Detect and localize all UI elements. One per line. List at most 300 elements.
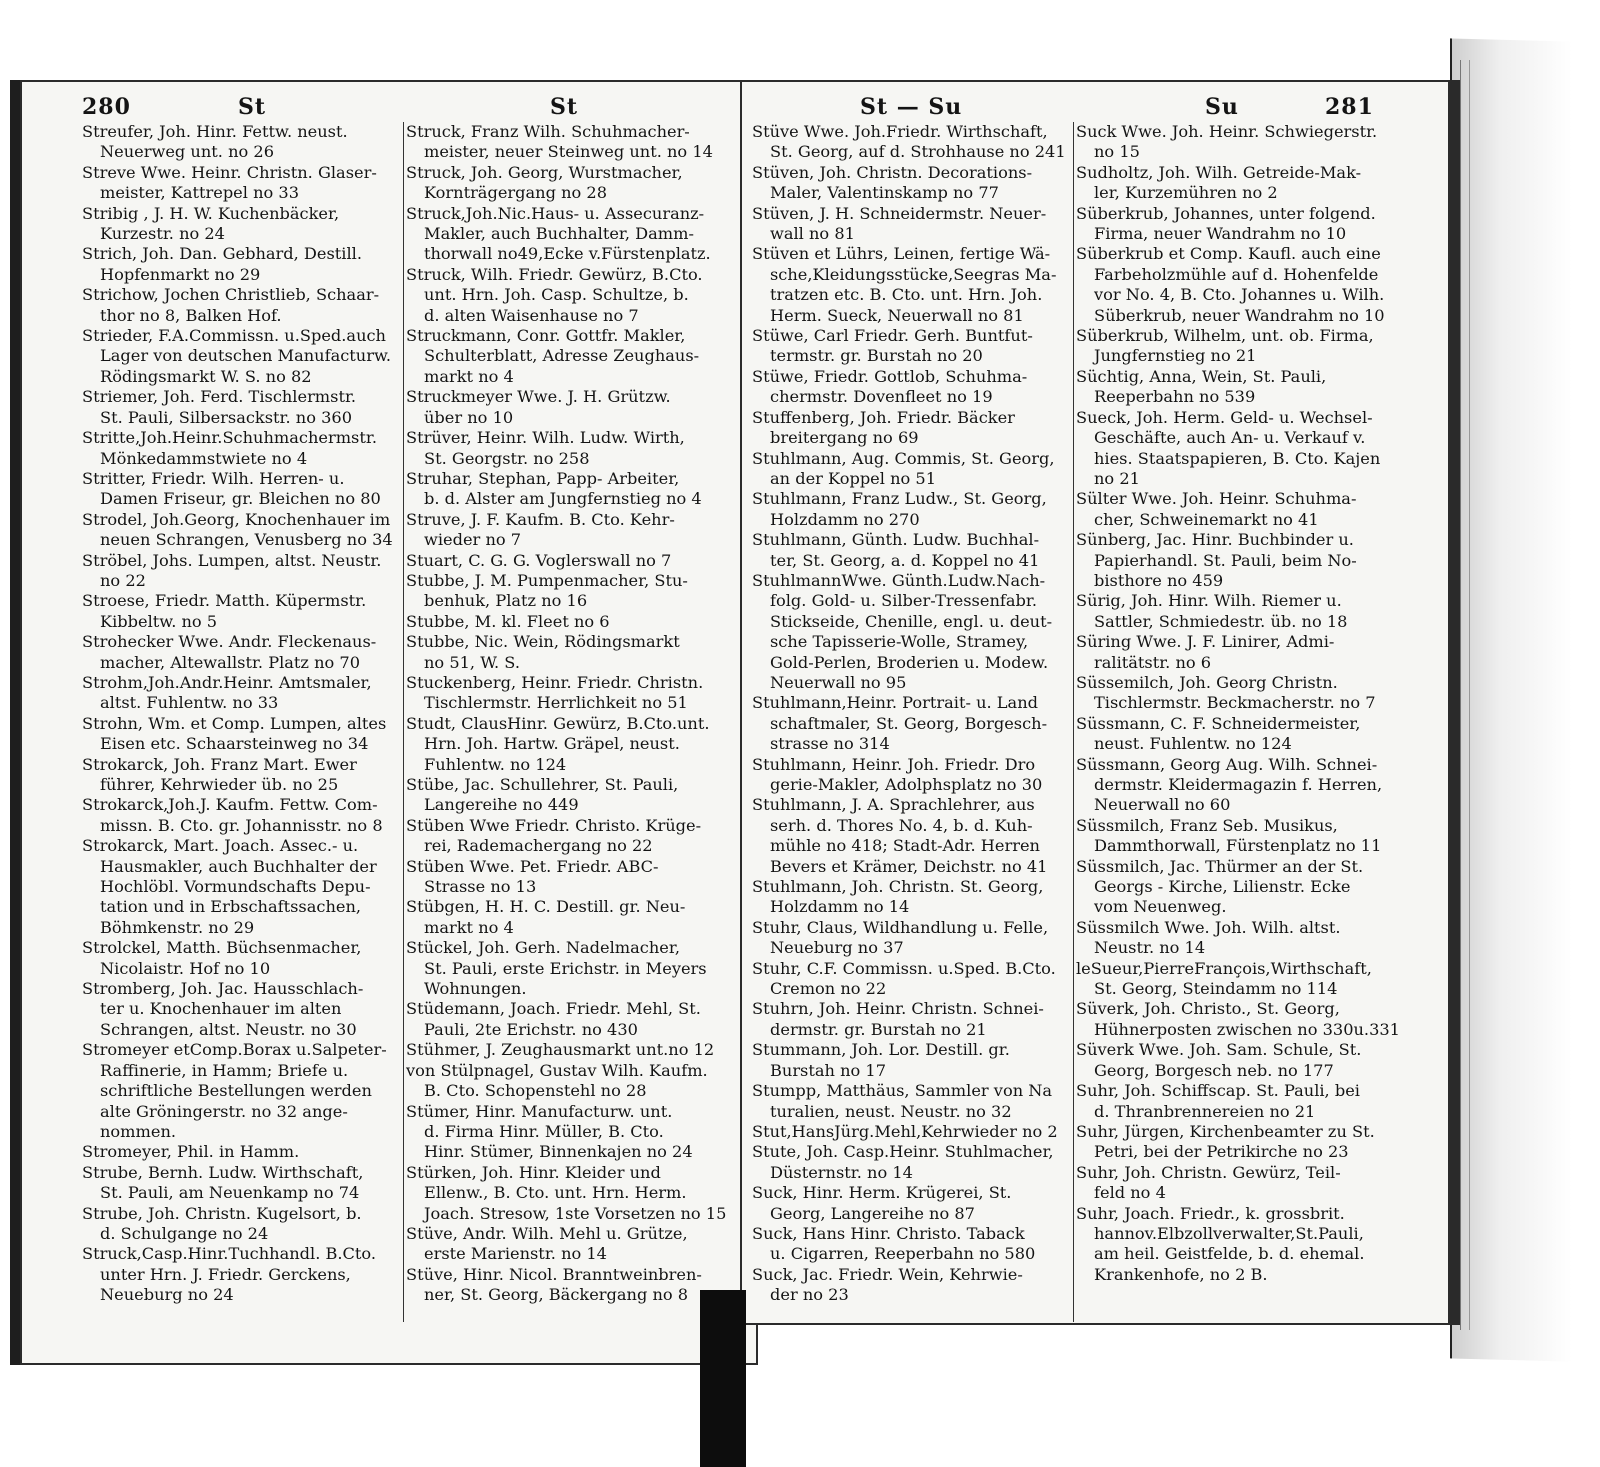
entry-name-line: Süberkrub, Wilhelm, unt. ob. Firma, <box>1076 326 1374 346</box>
directory-entry <box>406 387 728 428</box>
directory-entry <box>82 673 400 714</box>
entry-continuation-line: Petri, bei der Petrikirche no 23 <box>1094 1142 1349 1162</box>
entry-name-line: Suhr, Jürgen, Kirchenbeamter zu St. <box>1076 1121 1375 1141</box>
left-page <box>10 80 758 1365</box>
entry-name-line: Struck, Wilh. Friedr. Gewürz, B.Cto. <box>406 264 703 284</box>
entry-continuation-line: tratzen etc. B. Cto. unt. Hrn. Joh. <box>770 285 1043 305</box>
directory-entry <box>82 836 400 938</box>
entry-continuation-line: Hrn. Joh. Hartw. Gräpel, neust. <box>424 734 680 754</box>
entry-name-line: Stüve, Andr. Wilh. Mehl u. Grütze, <box>406 1223 688 1243</box>
entry-continuation-line: Neueburg no 24 <box>100 1285 234 1305</box>
entry-continuation-line: Dammthorwall, Fürstenplatz no 11 <box>1094 836 1382 856</box>
directory-entry <box>1076 122 1416 163</box>
directory-entry <box>1076 204 1416 245</box>
entry-continuation-line: Holzdamm no 270 <box>770 509 920 529</box>
entry-continuation-line: hannov.Elbzollverwalter,St.Pauli, <box>1094 1223 1364 1243</box>
entry-continuation-line: bisthore no 459 <box>1094 570 1224 590</box>
entry-continuation-line: führer, Kehrwieder üb. no 25 <box>100 775 339 794</box>
entry-continuation-line: Stickseide, Chenille, engl. u. deut- <box>770 611 1053 631</box>
entry-name-line: Stuhrn, Joh. Heinr. Christn. Schnei- <box>752 999 1044 1019</box>
entry-continuation-line: neuen Schrangen, Venusberg no 34 <box>100 530 393 550</box>
entry-continuation-line: ler, Kurzemühren no 2 <box>1094 183 1278 203</box>
entry-continuation-line: Tischlermstr. Beckmacherstr. no 7 <box>1094 693 1376 713</box>
entry-continuation-line: no 22 <box>100 570 146 590</box>
directory-entry <box>406 612 728 632</box>
entry-name-line: Struve, J. F. Kaufm. B. Cto. Kehr- <box>406 509 675 529</box>
entry-name-line: Strokarck, Joh. Franz Mart. Ewer <box>82 754 357 774</box>
entry-continuation-line: Jungfernstieg no 21 <box>1094 346 1257 366</box>
entry-name-line: Strodel, Joh.Georg, Knochenhauer im <box>82 509 391 529</box>
entry-continuation-line: St. Georg, Steindamm no 114 <box>1094 979 1338 999</box>
directory-entry <box>752 795 1072 877</box>
entry-continuation-line: vom Neuenweg. <box>1094 897 1227 917</box>
entry-continuation-line: Joach. Stresow, 1ste Vorsetzen no 15 <box>424 1203 727 1223</box>
directory-entry <box>406 775 728 816</box>
entry-name-line: Stüwe, Carl Friedr. Gerh. Buntfut- <box>752 326 1033 346</box>
directory-entry <box>752 877 1072 918</box>
running-head: St <box>238 94 267 120</box>
entry-continuation-line: Maler, Valentinskamp no 77 <box>770 183 999 203</box>
entry-name-line: Stuhlmann, Heinr. Joh. Friedr. Dro <box>752 754 1036 774</box>
directory-entry <box>752 1081 1072 1122</box>
entry-continuation-line: sche,Kleidungsstücke,Seegras Ma- <box>770 264 1057 284</box>
entry-continuation-line: schriftliche Bestellungen werden <box>100 1081 372 1101</box>
entry-continuation-line: sche Tapisserie-Wolle, Stramey, <box>770 632 1029 652</box>
entry-continuation-line: Neueburg no 37 <box>770 938 904 958</box>
directory-entry <box>406 1102 728 1163</box>
entry-name-line: Sürig, Joh. Hinr. Wilh. Riemer u. <box>1076 591 1342 611</box>
entry-continuation-line: Tischlermstr. Herrlichkeit no 51 <box>424 693 688 713</box>
entry-name-line: Stritte,Joh.Heinr.Schuhmachermstr. <box>82 428 377 448</box>
directory-entry <box>752 1142 1072 1183</box>
entry-name-line: Strolckel, Matth. Büchsenmacher, <box>82 938 362 958</box>
directory-entry <box>752 571 1072 693</box>
directory-entry <box>752 489 1072 530</box>
entry-name-line: Stüben Wwe Friedr. Christo. Krüge- <box>406 815 702 835</box>
directory-entry <box>752 755 1072 796</box>
directory-entry <box>406 163 728 204</box>
directory-entry <box>752 408 1072 449</box>
entry-continuation-line: ner, St. Georg, Bäckergang no 8 <box>424 1285 689 1305</box>
entry-continuation-line: St. Pauli, am Neuenkamp no 74 <box>100 1183 360 1203</box>
entry-name-line: Struck,Casp.Hinr.Tuchhandl. B.Cto. <box>82 1244 377 1264</box>
entry-name-line: Strieder, F.A.Commissn. u.Sped.auch <box>82 326 386 346</box>
directory-entry <box>752 1122 1072 1142</box>
entry-continuation-line: feld no 4 <box>1094 1183 1166 1203</box>
entry-continuation-line: Farbeholzmühle auf d. Hohenfelde <box>1094 264 1379 284</box>
entry-name-line: Struckmann, Conr. Gottfr. Makler, <box>406 326 686 346</box>
column-divider <box>1073 122 1074 1322</box>
entry-continuation-line: Kurzestr. no 24 <box>100 224 225 244</box>
entry-continuation-line: B. Cto. Schopenstehl no 28 <box>424 1081 647 1101</box>
running-head: St — Su <box>860 94 963 120</box>
directory-entry <box>82 428 400 469</box>
entry-continuation-line: Reeperbahn no 539 <box>1094 387 1256 407</box>
directory-entry <box>1076 632 1416 673</box>
entry-name-line: Süberkrub et Comp. Kaufl. auch eine <box>1076 244 1381 264</box>
entry-continuation-line: Ellenw., B. Cto. unt. Hrn. Herm. <box>424 1183 687 1203</box>
entry-continuation-line: Neuerwall no 95 <box>770 672 907 692</box>
directory-entry <box>1076 326 1416 367</box>
entry-name-line: Süring Wwe. J. F. Linirer, Admi- <box>1076 632 1335 652</box>
directory-entry <box>406 265 728 326</box>
entry-continuation-line: meister, neuer Steinweg unt. no 14 <box>424 142 713 162</box>
directory-entry <box>752 999 1072 1040</box>
directory-entry <box>1076 244 1416 326</box>
entry-name-line: Stubbe, M. kl. Fleet no 6 <box>406 611 610 631</box>
entry-continuation-line: Wohnungen. <box>424 979 527 999</box>
entry-continuation-line: ter u. Knochenhauer im alten <box>100 999 342 1019</box>
entry-name-line: Stüven et Lührs, Leinen, fertige Wä- <box>752 244 1051 264</box>
entry-continuation-line: turalien, neust. Neustr. no 32 <box>770 1101 1012 1121</box>
entry-name-line: Suck, Jac. Friedr. Wein, Kehrwie- <box>752 1264 1023 1284</box>
entry-continuation-line: rei, Rademachergang no 22 <box>424 836 653 856</box>
directory-entry <box>406 1224 728 1265</box>
column-divider <box>403 122 404 1322</box>
directory-entry <box>82 1163 400 1204</box>
entry-continuation-line: der no 23 <box>770 1285 849 1305</box>
entry-name-line: Sudholtz, Joh. Wilh. Getreide-Mak- <box>1076 162 1362 182</box>
directory-entry <box>82 326 400 387</box>
directory-entry <box>406 1163 728 1224</box>
directory-entry <box>1076 714 1416 755</box>
entry-continuation-line: hies. Staatspapieren, B. Cto. Kajen <box>1094 448 1381 468</box>
directory-entry <box>406 1061 728 1102</box>
directory-entry <box>406 551 728 571</box>
directory-entry <box>82 714 400 755</box>
entry-name-line: Stürken, Joh. Hinr. Kleider und <box>406 1162 661 1182</box>
entry-name-line: Stumpp, Matthäus, Sammler von Na <box>752 1081 1053 1101</box>
directory-entry <box>752 1224 1072 1265</box>
entry-name-line: Strich, Joh. Dan. Gebhard, Destill. <box>82 244 362 264</box>
entry-continuation-line: altst. Fuhlentw. no 33 <box>100 693 279 713</box>
directory-entry <box>752 163 1072 204</box>
entry-name-line: Suck, Hans Hinr. Christo. Taback <box>752 1223 1025 1243</box>
entry-name-line: Stüwe, Friedr. Gottlob, Schuhma- <box>752 366 1028 386</box>
entry-name-line: Stüve Wwe. Joh.Friedr. Wirthschaft, <box>752 122 1048 141</box>
entry-name-line: Ströbel, Johs. Lumpen, altst. Neustr. <box>82 550 382 570</box>
entry-name-line: Stuhlmann, J. A. Sprachlehrer, aus <box>752 795 1035 815</box>
entry-name-line: Süverk Wwe. Joh. Sam. Schule, St. <box>1076 1040 1362 1060</box>
directory-entry <box>752 122 1072 163</box>
entry-continuation-line: nommen. <box>100 1121 177 1141</box>
directory-entry <box>752 367 1072 408</box>
entry-name-line: Strohn, Wm. et Comp. Lumpen, altes <box>82 713 387 733</box>
right-page <box>740 80 1460 1325</box>
entry-continuation-line: Schulterblatt, Adresse Zeughaus- <box>424 346 700 366</box>
entry-continuation-line: termstr. gr. Burstah no 20 <box>770 346 983 366</box>
directory-entry <box>1076 591 1416 632</box>
entry-continuation-line: Holzdamm no 14 <box>770 897 910 917</box>
entry-continuation-line: Strasse no 13 <box>424 877 537 897</box>
entry-continuation-line: St. Georg, auf d. Strohhause no 241 <box>770 142 1066 162</box>
directory-entry <box>752 1265 1072 1306</box>
entry-continuation-line: Fuhlentw. no 124 <box>424 754 567 774</box>
directory-entry <box>1076 857 1416 918</box>
entry-continuation-line: St. Pauli, erste Erichstr. in Meyers <box>424 958 707 978</box>
entry-name-line: Stuhlmann, Aug. Commis, St. Georg, <box>752 448 1055 468</box>
directory-entry <box>1076 1163 1416 1204</box>
directory-entry <box>82 551 400 592</box>
directory-entry <box>406 428 728 469</box>
entry-continuation-line: thorwall no49,Ecke v.Fürstenplatz. <box>424 244 711 264</box>
directory-entry <box>406 938 728 999</box>
directory-entry <box>82 1040 400 1142</box>
entry-continuation-line: chermstr. Dovenfleet no 19 <box>770 387 993 407</box>
entry-name-line: Striemer, Joh. Ferd. Tischlermstr. <box>82 387 357 407</box>
entry-continuation-line: Mönkedammstwiete no 4 <box>100 448 308 468</box>
directory-entry <box>1076 673 1416 714</box>
entry-continuation-line: St. Pauli, Silbersackstr. no 360 <box>100 407 353 427</box>
directory-entry <box>1076 163 1416 204</box>
directory-entry <box>1076 755 1416 816</box>
entry-continuation-line: no 15 <box>1094 142 1140 162</box>
directory-entry <box>406 857 728 898</box>
directory-entry <box>82 204 400 245</box>
entry-continuation-line: Makler, auch Buchhalter, Damm- <box>424 224 694 244</box>
directory-entry <box>82 591 400 632</box>
directory-entry <box>406 510 728 551</box>
directory-entry <box>82 469 400 510</box>
directory-entry <box>1076 530 1416 591</box>
entry-name-line: Stute, Joh. Casp.Heinr. Stuhlmacher, <box>752 1142 1054 1162</box>
entry-continuation-line: wieder no 7 <box>424 530 522 550</box>
directory-entry <box>406 204 728 265</box>
entry-name-line: Struhar, Stephan, Papp- Arbeiter, <box>406 468 680 488</box>
running-head: Su <box>1205 94 1239 120</box>
entry-continuation-line: markt no 4 <box>424 917 514 937</box>
entry-name-line: Stummann, Joh. Lor. Destill. gr. <box>752 1040 1010 1060</box>
directory-entry <box>752 1183 1072 1224</box>
entry-name-line: Stritter, Friedr. Wilh. Herren- u. <box>82 468 345 488</box>
entry-name-line: Stut,HansJürg.Mehl,Kehrwieder no 2 <box>752 1121 1058 1141</box>
entry-continuation-line: Neuerwall no 60 <box>1094 795 1231 815</box>
directory-entry <box>82 1244 400 1305</box>
entry-name-line: Stuhlmann,Heinr. Portrait- u. Land <box>752 693 1038 713</box>
entry-continuation-line: Neustr. no 14 <box>1094 938 1206 958</box>
entry-continuation-line: Hausmakler, auch Buchhalter der <box>100 856 377 876</box>
entry-name-line: Süverk, Joh. Christo., St. Georg, <box>1076 999 1340 1019</box>
directory-entry <box>1076 1081 1416 1122</box>
entry-continuation-line: Raffinerie, in Hamm; Briefe u. <box>100 1060 349 1080</box>
entry-continuation-line: Georgs - Kirche, Lilienstr. Ecke <box>1094 877 1351 897</box>
directory-entry <box>1076 367 1416 408</box>
entry-name-line: Stribig , J. H. W. Kuchenbäcker, <box>82 203 340 223</box>
entry-continuation-line: breitergang no 69 <box>770 428 919 448</box>
book-spine-gap <box>700 1290 746 1467</box>
directory-entry <box>752 449 1072 490</box>
entry-continuation-line: Süberkrub, neuer Wandrahm no 10 <box>1094 305 1385 325</box>
directory-entry <box>406 714 728 775</box>
directory-entry <box>752 244 1072 326</box>
directory-entry <box>82 387 400 428</box>
entry-name-line: Suck, Hinr. Herm. Krügerei, St. <box>752 1183 1012 1203</box>
entry-continuation-line: Damen Friseur, gr. Bleichen no 80 <box>100 489 381 509</box>
directory-entry <box>1076 816 1416 857</box>
left-column <box>752 122 1072 1306</box>
entry-name-line: leSueur,PierreFrançois,Wirthschaft, <box>1076 958 1372 978</box>
directory-entry <box>752 1040 1072 1081</box>
directory-entry <box>82 163 400 204</box>
entry-name-line: Strokarck,Joh.J. Kaufm. Fettw. Com- <box>82 795 378 815</box>
entry-continuation-line: thor no 8, Balken Hof. <box>100 305 282 325</box>
entry-continuation-line: Neuerweg unt. no 26 <box>100 142 274 162</box>
entry-name-line: Stühmer, J. Zeughausmarkt unt.no 12 <box>406 1040 715 1060</box>
entry-name-line: Süssemilch, Joh. Georg Christn. <box>1076 672 1338 692</box>
entry-name-line: Sueck, Joh. Herm. Geld- u. Wechsel- <box>1076 407 1373 427</box>
directory-entry <box>406 469 728 510</box>
entry-name-line: Struckmeyer Wwe. J. H. Grützw. <box>406 387 671 407</box>
directory-entry <box>82 795 400 836</box>
entry-name-line: Stüven, J. H. Schneidermstr. Neuer- <box>752 203 1047 223</box>
entry-continuation-line: Hochlöbl. Vormundschafts Depu- <box>100 877 371 897</box>
directory-entry <box>406 1040 728 1060</box>
entry-name-line: Suhr, Joh. Christn. Gewürz, Teil- <box>1076 1162 1341 1182</box>
entry-continuation-line: tation und in Erbschaftssachen, <box>100 897 362 917</box>
entry-name-line: Stuckenberg, Heinr. Friedr. Christn. <box>406 672 704 692</box>
entry-continuation-line: Kornträgergang no 28 <box>424 183 608 203</box>
entry-name-line: Stüdemann, Joach. Friedr. Mehl, St. <box>406 999 701 1019</box>
directory-entry <box>406 897 728 938</box>
entry-name-line: Suck Wwe. Joh. Heinr. Schwiegerstr. <box>1076 122 1378 141</box>
entry-continuation-line: d. alten Waisenhause no 7 <box>424 305 639 325</box>
entry-name-line: Stromberg, Joh. Jac. Hausschlach- <box>82 979 364 999</box>
entry-continuation-line: macher, Altewallstr. Platz no 70 <box>100 652 361 672</box>
entry-name-line: Stuart, C. G. G. Voglerswall no 7 <box>406 550 672 570</box>
entry-continuation-line: Hopfenmarkt no 29 <box>100 264 261 284</box>
entry-name-line: Stromeyer etComp.Borax u.Salpeter- <box>82 1040 387 1060</box>
directory-entry <box>82 510 400 551</box>
entry-continuation-line: Böhmkenstr. no 29 <box>100 917 255 937</box>
entry-name-line: Studt, ClausHinr. Gewürz, B.Cto.unt. <box>406 713 710 733</box>
entry-name-line: Stümer, Hinr. Manufacturw. unt. <box>406 1101 673 1121</box>
entry-name-line: Struck,Joh.Nic.Haus- u. Assecuranz- <box>406 203 705 223</box>
entry-name-line: Struck, Franz Wilh. Schuhmacher- <box>406 122 690 141</box>
entry-name-line: Stuhlmann, Joh. Christn. St. Georg, <box>752 877 1044 897</box>
entry-name-line: Strube, Bernh. Ludw. Wirthschaft, <box>82 1162 364 1182</box>
entry-name-line: Stüben Wwe. Pet. Friedr. ABC- <box>406 856 659 876</box>
page-number: 281 <box>1325 94 1374 120</box>
directory-entry <box>752 326 1072 367</box>
directory-entry <box>82 632 400 673</box>
directory-entry <box>406 632 728 673</box>
directory-entry <box>406 1265 728 1306</box>
entry-name-line: Stübgen, H. H. C. Destill. gr. Neu- <box>406 897 686 917</box>
page-edge-lines <box>1460 60 1470 1330</box>
entry-continuation-line: meister, Kattrepel no 33 <box>100 183 299 203</box>
directory-entry <box>1076 1040 1416 1081</box>
entry-name-line: Strube, Joh. Christn. Kugelsort, b. <box>82 1203 362 1223</box>
directory-entry <box>406 122 728 163</box>
right-column <box>406 122 728 1306</box>
entry-continuation-line: am heil. Geistfelde, b. d. ehemal. <box>1094 1244 1365 1264</box>
entry-continuation-line: Langereihe no 449 <box>424 795 579 815</box>
entry-continuation-line: d. Schulgange no 24 <box>100 1223 269 1243</box>
directory-entry <box>82 755 400 796</box>
entry-name-line: Suhr, Joach. Friedr., k. grossbrit. <box>1076 1203 1345 1223</box>
directory-entry <box>752 204 1072 245</box>
directory-entry <box>1076 1204 1416 1286</box>
directory-entry <box>752 959 1072 1000</box>
entry-name-line: Sünberg, Jac. Hinr. Buchbinder u. <box>1076 530 1354 550</box>
entry-name-line: Stuhlmann, Franz Ludw., St. Georg, <box>752 489 1047 509</box>
entry-name-line: Stromeyer, Phil. in Hamm. <box>82 1142 300 1162</box>
entry-name-line: Stückel, Joh. Gerh. Nadelmacher, <box>406 938 680 958</box>
entry-continuation-line: Cremon no 22 <box>770 979 887 999</box>
directory-entry <box>82 122 400 163</box>
directory-entry <box>1076 959 1416 1000</box>
directory-entry <box>406 571 728 612</box>
entry-continuation-line: Papierhandl. St. Pauli, beim No- <box>1094 550 1357 570</box>
entry-continuation-line: no 51, W. S. <box>424 652 520 672</box>
entry-name-line: Süberkrub, Johannes, unter folgend. <box>1076 203 1376 223</box>
directory-entry <box>406 673 728 714</box>
entry-name-line: Strohecker Wwe. Andr. Fleckenaus- <box>82 632 377 652</box>
entry-continuation-line: Schrangen, altst. Neustr. no 30 <box>100 1019 357 1039</box>
entry-continuation-line: Bevers et Krämer, Deichstr. no 41 <box>770 856 1048 876</box>
running-head: St <box>550 94 579 120</box>
entry-continuation-line: Sattler, Schmiedestr. üb. no 18 <box>1094 611 1348 631</box>
entry-name-line: Süssmilch, Franz Seb. Musikus, <box>1076 815 1338 835</box>
entry-name-line: Stuffenberg, Joh. Friedr. Bäcker <box>752 407 1015 427</box>
entry-continuation-line: schaftmaler, St. Georg, Borgesch- <box>770 713 1048 733</box>
directory-entry <box>406 999 728 1040</box>
entry-name-line: Sülter Wwe. Joh. Heinr. Schuhma- <box>1076 489 1357 509</box>
entry-continuation-line: no 21 <box>1094 468 1140 488</box>
directory-entry <box>1076 1122 1416 1163</box>
entry-continuation-line: u. Cigarren, Reeperbahn no 580 <box>770 1244 1036 1264</box>
entry-name-line: Stroese, Friedr. Matth. Küpermstr. <box>82 591 367 611</box>
entry-continuation-line: folg. Gold- u. Silber-Tressenfabr. <box>770 591 1037 611</box>
entry-continuation-line: benhuk, Platz no 16 <box>424 591 588 611</box>
page-number: 280 <box>82 94 131 120</box>
entry-continuation-line: unter Hrn. J. Friedr. Gerckens, <box>100 1264 351 1284</box>
entry-continuation-line: Hühnerposten zwischen no 330u.331 <box>1094 1019 1400 1039</box>
entry-name-line: StuhlmannWwe. Günth.Ludw.Nach- <box>752 570 1046 590</box>
entry-continuation-line: neust. Fuhlentw. no 124 <box>1094 734 1292 754</box>
entry-name-line: Stübe, Jac. Schullehrer, St. Pauli, <box>406 775 679 794</box>
entry-continuation-line: ralitätstr. no 6 <box>1094 652 1212 672</box>
directory-entry <box>1076 408 1416 490</box>
directory-entry <box>82 979 400 1040</box>
entry-continuation-line: an der Koppel no 51 <box>770 468 936 488</box>
entry-continuation-line: Georg, Langereihe no 87 <box>770 1203 975 1223</box>
entry-name-line: Strohm,Joh.Andr.Heinr. Amtsmaler, <box>82 672 372 692</box>
entry-name-line: Strüver, Heinr. Wilh. Ludw. Wirth, <box>406 428 685 448</box>
entry-continuation-line: markt no 4 <box>424 366 514 386</box>
entry-name-line: Süssmann, C. F. Schneidermeister, <box>1076 713 1361 733</box>
entry-continuation-line: gerie-Makler, Adolphsplatz no 30 <box>770 775 1043 794</box>
entry-name-line: Stuhlmann, Günth. Ludw. Buchhal- <box>752 530 1040 550</box>
entry-name-line: Süchtig, Anna, Wein, St. Pauli, <box>1076 366 1327 386</box>
entry-name-line: Streufer, Joh. Hinr. Fettw. neust. <box>82 122 348 141</box>
entry-continuation-line: missn. B. Cto. gr. Johannisstr. no 8 <box>100 815 383 835</box>
entry-continuation-line: Pauli, 2te Erichstr. no 430 <box>424 1019 638 1039</box>
directory-entry <box>82 1204 400 1245</box>
entry-name-line: Süssmann, Georg Aug. Wilh. Schnei- <box>1076 754 1378 774</box>
entry-continuation-line: Gold-Perlen, Broderien u. Modew. <box>770 652 1049 672</box>
entry-continuation-line: Hinr. Stümer, Binnenkajen no 24 <box>424 1142 693 1162</box>
entry-continuation-line: d. Firma Hinr. Müller, B. Cto. <box>424 1121 664 1141</box>
entry-continuation-line: Geschäfte, auch An- u. Verkauf v. <box>1094 428 1366 448</box>
left-column <box>82 122 400 1306</box>
entry-continuation-line: Firma, neuer Wandrahm no 10 <box>1094 224 1347 244</box>
entry-continuation-line: strasse no 314 <box>770 734 890 754</box>
entry-continuation-line: Lager von deutschen Manufacturw. <box>100 346 392 366</box>
entry-continuation-line: dermstr. gr. Burstah no 21 <box>770 1019 987 1039</box>
entry-continuation-line: alte Gröningerstr. no 32 ange- <box>100 1101 348 1121</box>
directory-entry <box>82 285 400 326</box>
